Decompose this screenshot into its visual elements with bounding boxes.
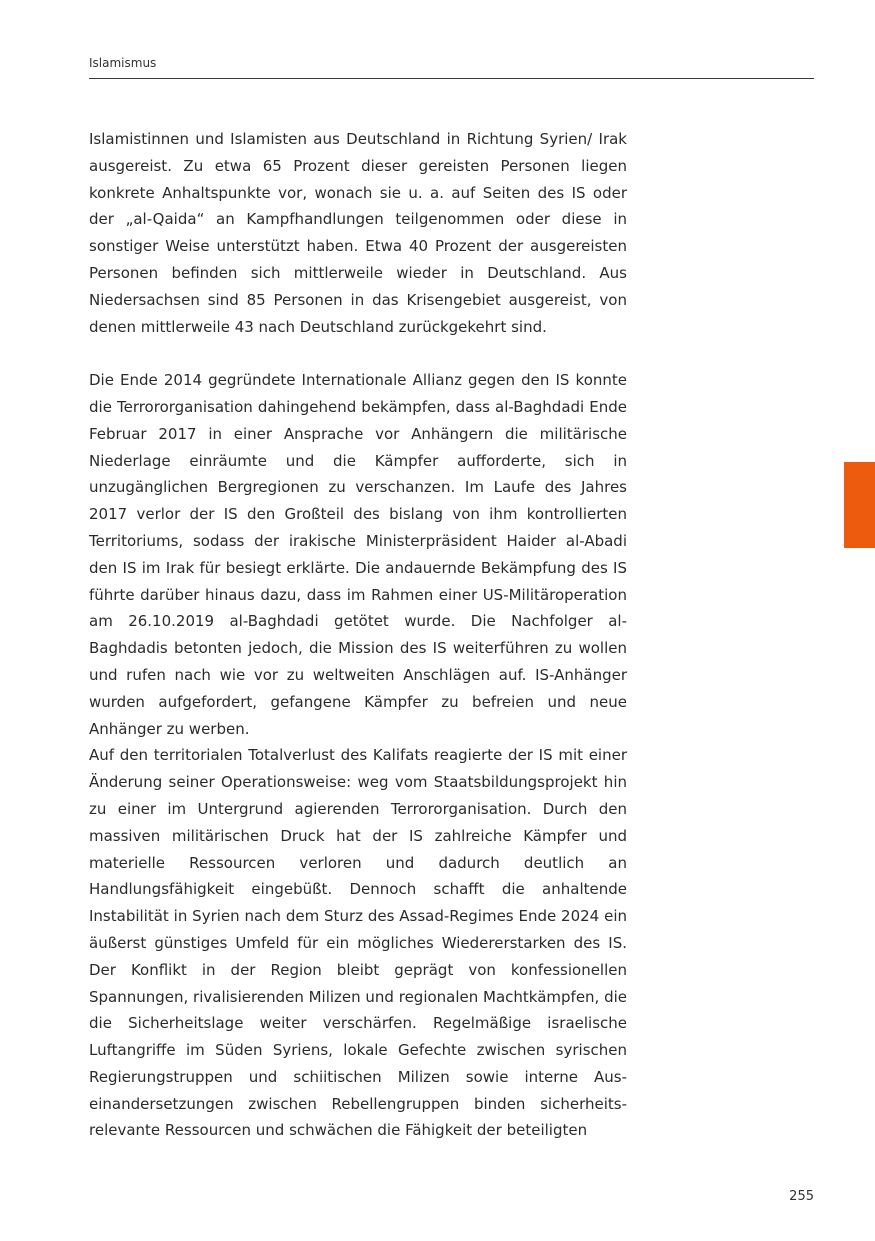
- paragraph-3: Auf den territorialen Totalverlust des Kalifats reagierte der IS mit einer Änderung seiner Operationsweise: weg vom Staatsbildungsprojekt hin zu einer im Untergrund agierenden Terrororganisation. Durch den massiven militärischen Druck hat der IS zahlreiche Kämpfer und materielle Ressourcen verloren und dadurch deutlich an Handlungsfähigkeit eingebüßt. Dennoch schafft die anhaltende Instabilität in Syrien nach dem Sturz des Assad-Regimes Ende 2024 ein äußerst günstiges Umfeld für ein mögliches Wiedererstarken des IS. Der Konflikt in der Region bleibt geprägt von konfessionellen Spannungen, rivalisierenden Milizen und regionalen Machtkämpfen, die die Sicherheitslage weiter verschärfen. Regelmäßige israelische Luftangriffe im Süden Syriens, lokale Gefechte zwischen syrischen Regierungstruppen und schiitischen Milizen sowie interne Auseinandersetzungen zwischen Rebellengruppen binden sicherheitsrelevante Ressourcen und schwächen die Fähigkeit der beteiligten: [89, 746, 628, 1140]
- page-number: 255: [789, 1189, 814, 1204]
- chapter-thumb-tab: [844, 462, 875, 548]
- paragraph-2: Die Ende 2014 gegründete Internationale Allianz gegen den IS konnte die Terrororganisation dahingehend bekämpfen, dass al-Baghdadi Ende Februar 2017 in einer Ansprache vor Anhängern die militärische Niederlage einräumte und die Kämpfer aufforderte, sich in unzugänglichen Bergregionen zu verschanzen. Im Laufe des Jahres 2017 verlor der IS den Großteil des bislang von ihm kontrollierten Territoriums, sodass der irakische Ministerpräsident Haider al-Abadi den IS im Irak für besiegt erklärte. Die andauernde Bekämpfung des IS führte darüber hinaus dazu, dass im Rahmen einer US-Militäroperation am 26.10.2019 al-Baghdadi getötet wurde. Die Nachfolger al-Baghdadis betonten jedoch, die Mission des IS weiterführen zu wollen und rufen nach wie vor zu weltweiten Anschlägen auf. IS-Anhänger wurden aufgefordert, gefangene Kämpfer zu befreien und neue Anhänger zu werben.: [89, 371, 627, 738]
- body-text: [89, 126, 627, 1144]
- paragraph-1: Islamistinnen und Islamisten aus Deutschland in Richtung Syrien/ Irak ausgereist. Zu etwa 65 Prozent dieser gereisten Personen liegen konkrete Anhaltspunkte vor, wonach sie u. a. auf Seiten des IS oder der „al-Qaida“ an Kampfhandlungen teilgenommen oder diese in sonstiger Weise unterstützt haben. Etwa 40 Prozent der ausgereisten Personen befinden sich mittlerweile wieder in Deutschland. Aus Niedersachsen sind 85 Personen in das Krisengebiet ausgereist, von denen mittlerweile 43 nach Deutschland zurückgekehrt sind.: [89, 130, 627, 336]
- running-head: Islamismus: [89, 56, 157, 70]
- header-rule: [89, 78, 814, 79]
